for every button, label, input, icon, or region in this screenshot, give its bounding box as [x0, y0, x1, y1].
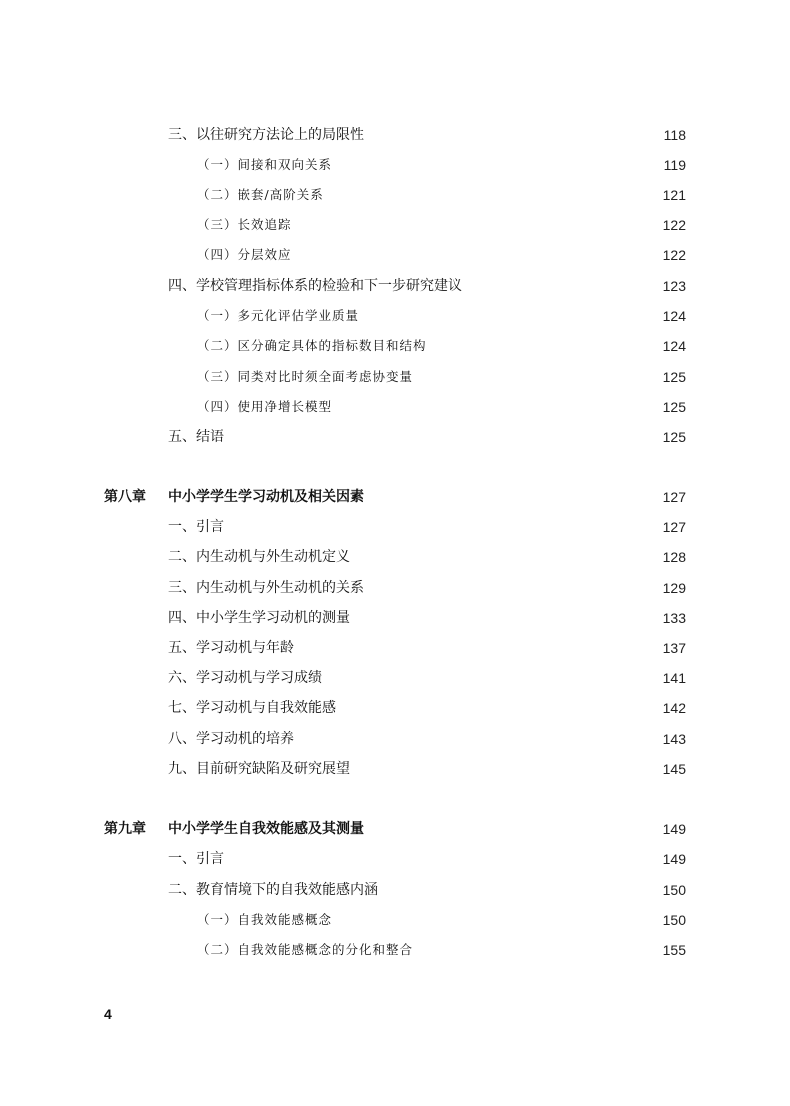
toc-section-row	[0, 693, 790, 723]
toc-chapter-row	[0, 814, 790, 844]
toc-subsection-row	[0, 210, 790, 240]
toc-page-number: 150	[662, 912, 686, 928]
toc-entry-title: 三、以往研究方法论上的局限性	[168, 127, 364, 143]
toc-subsection-row	[0, 331, 790, 361]
toc-page-number: 142	[662, 700, 686, 716]
toc-page-number: 149	[662, 851, 686, 867]
toc-subsection-row	[0, 301, 790, 331]
toc-subsection-row	[0, 240, 790, 270]
toc-page-number: 125	[662, 429, 686, 445]
toc-page-number: 123	[662, 278, 686, 294]
toc-page-number: 127	[662, 519, 686, 535]
toc-page-number: 145	[662, 761, 686, 777]
toc-section-row	[0, 603, 790, 633]
toc-entry-title: （二）区分确定具体的指标数目和结构	[197, 338, 427, 353]
toc-page-number: 122	[662, 247, 686, 263]
chapter-number: 第九章	[104, 821, 146, 837]
toc-entry-title: 五、学习动机与年龄	[168, 640, 294, 656]
toc-section-row	[0, 633, 790, 663]
toc-subsection-row	[0, 362, 790, 392]
chapter-number: 第八章	[104, 489, 146, 505]
toc-entry-title: 五、结语	[168, 429, 224, 445]
toc-page-number: 133	[662, 610, 686, 626]
toc-page-number: 122	[662, 217, 686, 233]
toc-entry-title: 九、目前研究缺陷及研究展望	[168, 761, 350, 777]
chapter-title: 中小学学生学习动机及相关因素	[168, 489, 364, 505]
toc-section-row	[0, 573, 790, 603]
toc-section-row	[0, 271, 790, 301]
toc-page-number: 137	[662, 640, 686, 656]
toc-entry-title: 二、教育情境下的自我效能感内涵	[168, 882, 378, 898]
toc-page-number: 118	[663, 127, 686, 143]
toc-entry-title: 六、学习动机与学习成绩	[168, 670, 322, 686]
toc-subsection-row	[0, 935, 790, 965]
toc-page-number: 150	[662, 882, 686, 898]
toc-section-row	[0, 875, 790, 905]
toc-subsection-row	[0, 392, 790, 422]
toc-page-number: 149	[662, 821, 686, 837]
toc-entry-title: 二、内生动机与外生动机定义	[168, 549, 350, 565]
toc-page-number: 124	[662, 308, 686, 324]
folio-page-number: 4	[104, 1006, 112, 1022]
toc-page-number: 124	[662, 338, 686, 354]
toc-section-row	[0, 512, 790, 542]
toc-page-number: 155	[662, 942, 686, 958]
toc-entry-title: （四）使用净增长模型	[197, 399, 333, 414]
toc-entry-title: （一）间接和双向关系	[197, 157, 333, 172]
toc-entry-title: （三）长效追踪	[197, 217, 292, 232]
toc-entry-title: 三、内生动机与外生动机的关系	[168, 580, 364, 596]
toc-entry-title: 七、学习动机与自我效能感	[168, 700, 336, 716]
toc-subsection-row	[0, 150, 790, 180]
toc-page-number: 128	[662, 549, 686, 565]
toc-page-number: 141	[662, 670, 686, 686]
toc-entry-title: 四、中小学生学习动机的测量	[168, 610, 350, 626]
toc-entry-title: （一）自我效能感概念	[197, 912, 333, 927]
chapter-title: 中小学学生自我效能感及其测量	[168, 821, 364, 837]
toc-page-number: 125	[662, 369, 686, 385]
toc-entry-title: 四、学校管理指标体系的检验和下一步研究建议	[168, 278, 462, 294]
toc-entry-title: （二）自我效能感概念的分化和整合	[197, 942, 414, 957]
toc-subsection-row	[0, 905, 790, 935]
toc-section-row	[0, 844, 790, 874]
toc-chapter-row	[0, 482, 790, 512]
toc-entry-title: （二）嵌套/高阶关系	[197, 187, 324, 202]
toc-page-number: 121	[662, 187, 686, 203]
toc-section-row	[0, 542, 790, 572]
toc-entry-title: 八、学习动机的培养	[168, 731, 294, 747]
toc-section-row	[0, 663, 790, 693]
toc-page-number: 143	[662, 731, 686, 747]
toc-entry-title: （三）同类对比时须全面考虑协变量	[197, 369, 414, 384]
toc-page-number: 127	[662, 489, 686, 505]
toc-page-number: 119	[663, 157, 686, 173]
toc-entry-title: （四）分层效应	[197, 247, 292, 262]
toc-page-number: 129	[662, 580, 686, 596]
toc-entry-title: 一、引言	[168, 519, 224, 535]
toc-subsection-row	[0, 180, 790, 210]
toc-section-row	[0, 120, 790, 150]
toc-section-row	[0, 754, 790, 784]
toc-page-number: 125	[662, 399, 686, 415]
toc-entry-title: 一、引言	[168, 851, 224, 867]
toc-section-row	[0, 724, 790, 754]
toc-entry-title: （一）多元化评估学业质量	[197, 308, 360, 323]
toc-section-row	[0, 422, 790, 452]
